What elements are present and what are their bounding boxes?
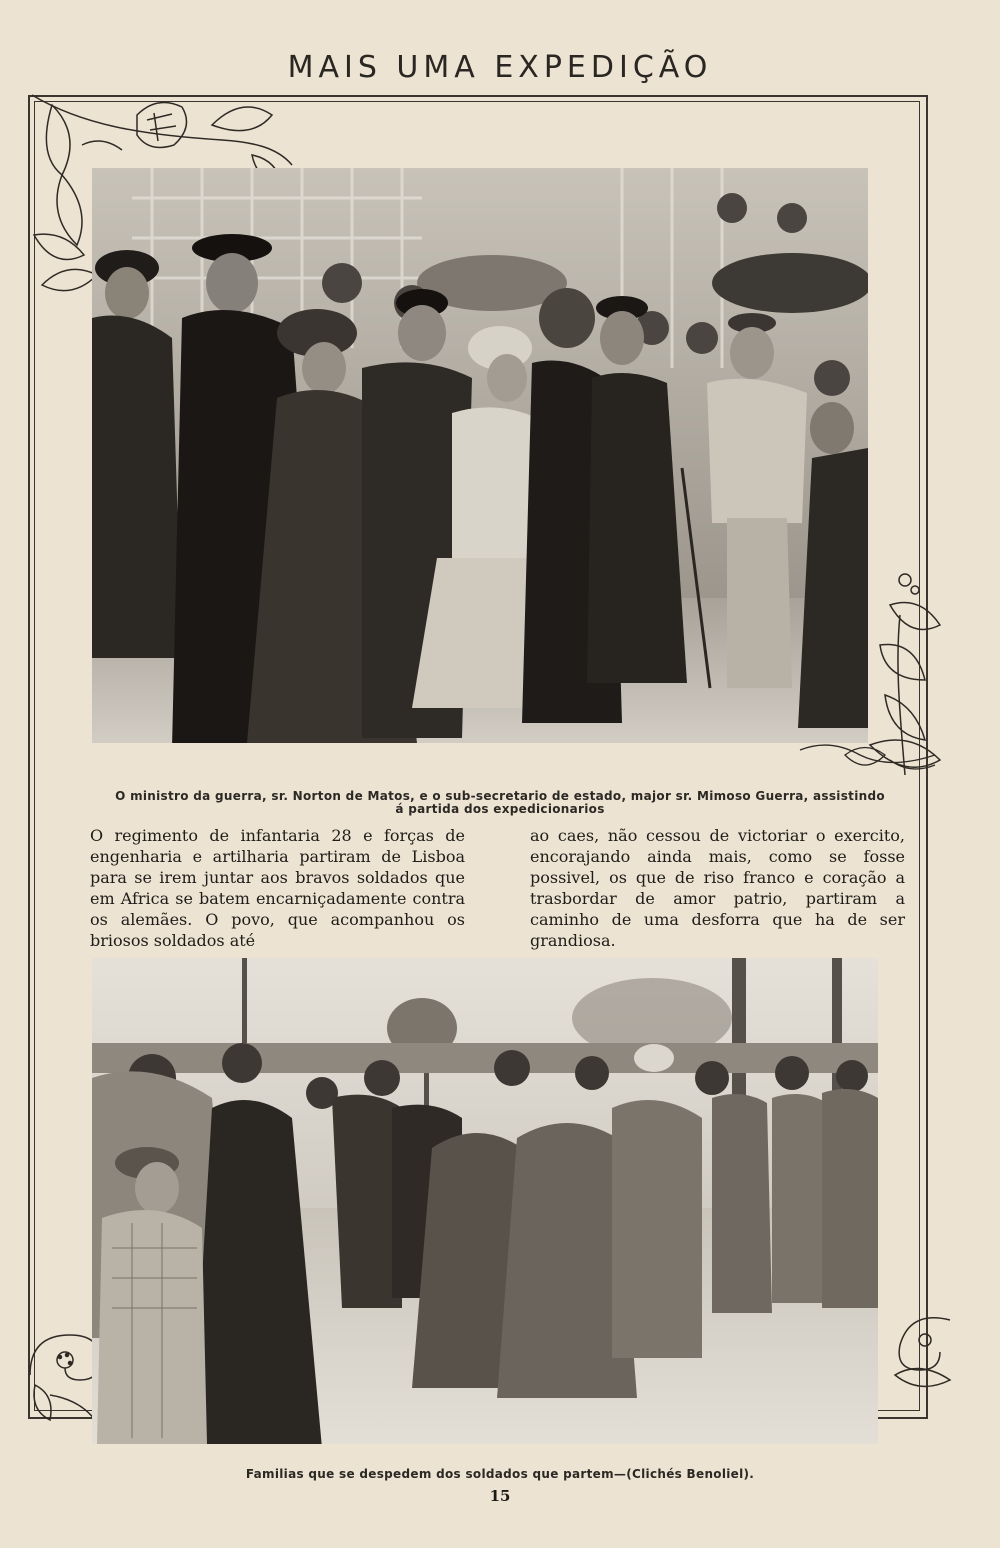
caption-top-line1: O ministro da guerra, sr. Norton de Matos, e o sub-secretario de estado, major sr. Mimoso Guerra, assistindo: [115, 789, 885, 803]
photo-ministers-departure: [92, 168, 868, 743]
photo-families-farewell: [92, 958, 878, 1444]
caption-bottom-photo: Familias que se despedem dos soldados que partem—(Clichés Benoliel).: [245, 1467, 755, 1481]
caption-top-line2: á partida dos expedicionarios: [395, 802, 605, 816]
article-column-left: O regimento de infantaria 28 e forças de engenharia e artilharia partiram de Lisboa para se irem juntar aos bravos soldados que em Africa se batem encarniçadamente contra os alemães. O povo, que acompanhou os briosos soldados até: [90, 826, 465, 950]
caption-top-photo: [60, 790, 940, 816]
page-number: 15: [489, 1487, 511, 1505]
article-column-right: ao caes, não cessou de victoriar o exercito, encorajando ainda mais, como se fosse possivel, os que de riso franco e coração a trasbordar de amor patrio, partiram a caminho de uma desforra que ha de ser grandiosa.: [530, 826, 905, 950]
floral-ornament-bottom-right: [880, 1300, 960, 1400]
page-title: MAIS UMA EXPEDIÇÃO: [287, 50, 713, 85]
